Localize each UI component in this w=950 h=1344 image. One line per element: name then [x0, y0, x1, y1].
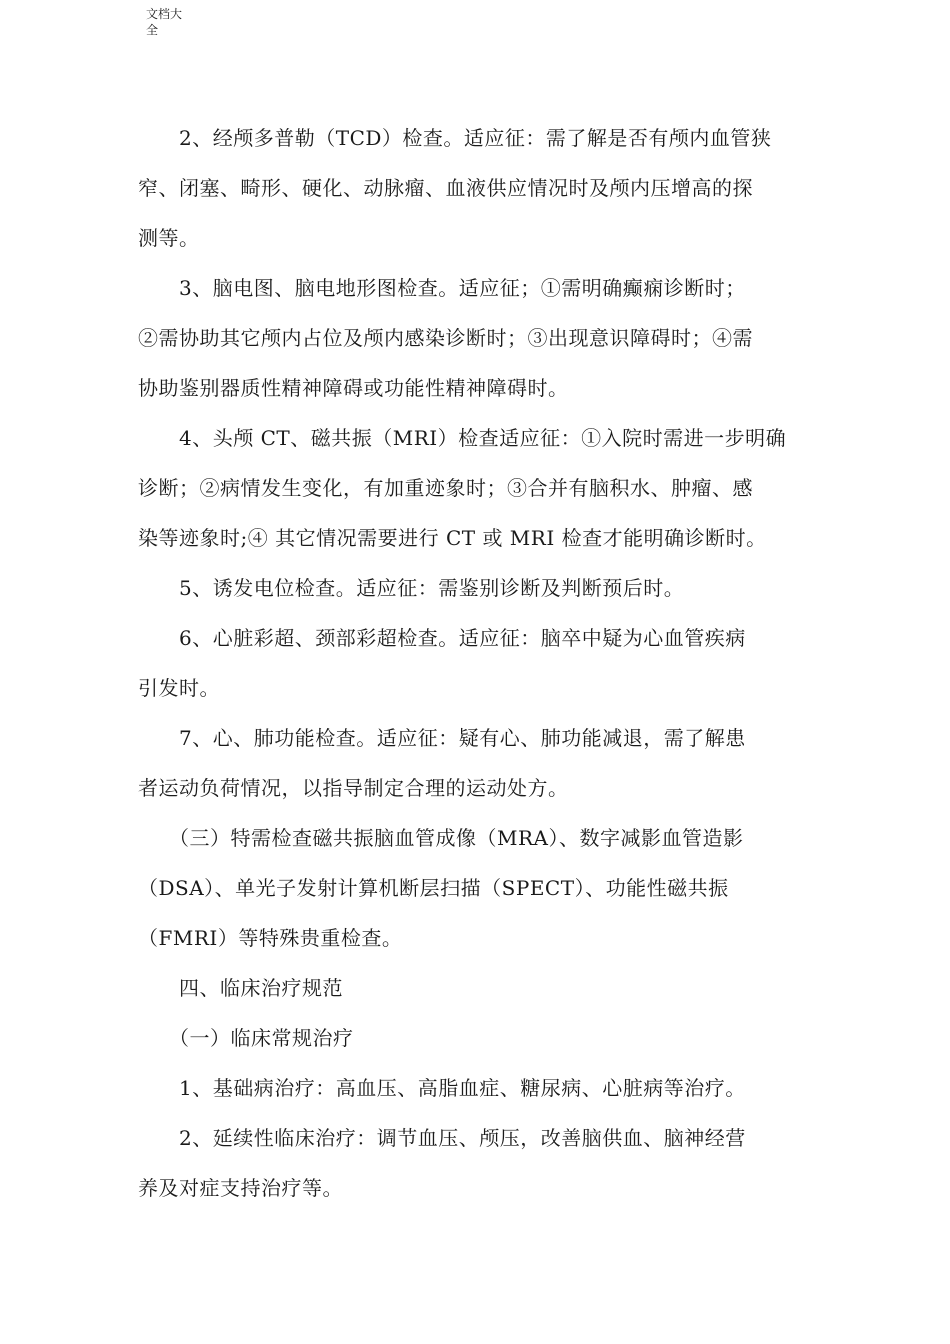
text-line: ②需协助其它颅内占位及颅内感染诊断时；③出现意识障碍时；④需 — [138, 326, 753, 350]
text-line: 测等。 — [138, 226, 200, 250]
text-line: 者运动负荷情况，以指导制定合理的运动处方。 — [138, 776, 569, 800]
text-line: 窄、闭塞、畸形、硬化、动脉瘤、血液供应情况时及颅内压增高的探 — [138, 176, 753, 200]
section-heading-treatment — [138, 963, 818, 1013]
paragraph-ultrasound — [138, 613, 818, 713]
heading-text: 四、临床治疗规范 — [138, 976, 343, 1000]
text-line: 6、心脏彩超、颈部彩超检查。适应征：脑卒中疑为心血管疾病 — [138, 626, 746, 650]
page-header — [146, 6, 206, 38]
paragraph-ct-mri — [138, 413, 818, 563]
paragraph-special-exams — [138, 813, 818, 963]
paragraph-continued-treatment — [138, 1113, 818, 1213]
text-line: 染等迹象时;④ 其它情况需要进行 CT 或 MRI 检查才能明确诊断时。 — [138, 526, 767, 550]
text-line: （FMRI）等特殊贵重检查。 — [138, 926, 403, 950]
text-line: 诊断；②病情发生变化，有加重迹象时；③合并有脑积水、肿瘤、感 — [138, 476, 753, 500]
heading-text: （一）临床常规治疗 — [138, 1026, 354, 1050]
text-line: 3、脑电图、脑电地形图检查。适应征；①需明确癫痫诊断时； — [138, 276, 746, 300]
document-body — [138, 113, 818, 1213]
text-line: 引发时。 — [138, 676, 220, 700]
paragraph-basic-disease — [138, 1063, 818, 1113]
text-line: 7、心、肺功能检查。适应征：疑有心、肺功能减退，需了解患 — [138, 726, 746, 750]
header-line-2: 全 — [146, 23, 159, 37]
text-line: 1、基础病治疗：高血压、高脂血症、糖尿病、心脏病等治疗。 — [138, 1076, 746, 1100]
text-line: 2、经颅多普勒（TCD）检查。适应征：需了解是否有颅内血管狭 — [138, 126, 772, 150]
text-line: 养及对症支持治疗等。 — [138, 1176, 343, 1200]
paragraph-cardiopulmonary — [138, 713, 818, 813]
paragraph-evoked-potential — [138, 563, 818, 613]
paragraph-tcd — [138, 113, 818, 263]
text-line: 5、诱发电位检查。适应征：需鉴别诊断及判断预后时。 — [138, 576, 685, 600]
text-line: 协助鉴别器质性精神障碍或功能性精神障碍时。 — [138, 376, 569, 400]
paragraph-eeg — [138, 263, 818, 413]
text-line: （三）特需检查磁共振脑血管成像（MRA）、数字减影血管造影 — [138, 826, 744, 850]
subsection-heading-routine — [138, 1013, 818, 1063]
text-line: 2、延续性临床治疗：调节血压、颅压，改善脑供血、脑神经营 — [138, 1126, 746, 1150]
header-line-1: 文档大 — [146, 7, 183, 21]
text-line: 4、头颅 CT、磁共振（MRI）检查适应征：①入院时需进一步明确 — [138, 426, 787, 450]
text-line: （DSA）、单光子发射计算机断层扫描（SPECT）、功能性磁共振 — [138, 876, 729, 900]
